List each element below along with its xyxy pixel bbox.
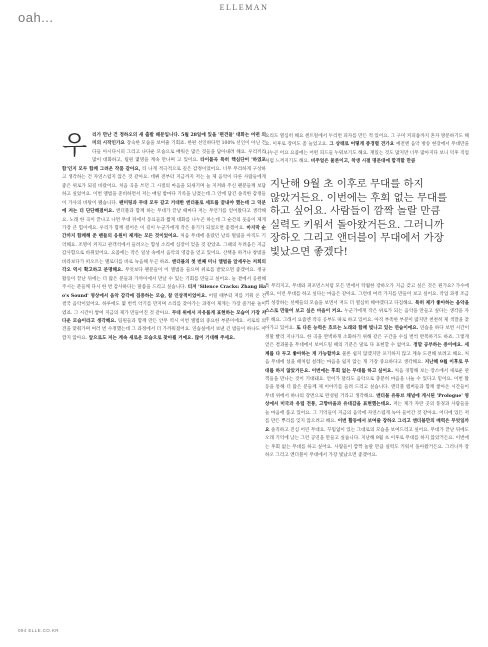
answer-text: 물론 쉽지 않겠지만 포기하지 않고 계속 도전해 보려고 해요. 처음 무대에 섰을 때처럼 설레는 마음을 잃지 않는 게 가장 중요하다고 생각해요. bbox=[265, 351, 469, 366]
answer-text: 무엇보다 팬분들이 이 앨범을 들으며 위로를 받았으면 좋겠어요. 정규 활동이 끝난 뒤에는 더 많은 분들과 가까이에서 만날 수 있는 기회를 만들고 싶어요. 늘 곁에서 응원해 주시는 분들께 다시 한 번 감사하다는 말씀을 드리고 싶습니다. bbox=[62, 268, 267, 291]
answer-text: 처음 경험해 보는 장소에서 새로운 관객들을 만나는 것이 기대돼요. 언어가 달라도 음악으로 충분히 마음을 나눌 수 있다고 믿어요. 이번 활동을 통해 더 많은 분들께 제 이야기를 들려 드리고 싶습니다. 앤더블 멤버들과 함께 쌓아온 시간들이 무대 위에서 하나의 장면으로 완성될 거라고 생각해요. bbox=[265, 368, 470, 399]
question-text: 팬미팅과 무대 모두 같고 거대한 앤더블로 세트를 끝내야 했는데 그 덕분에 저는 더 단단해졌어요. bbox=[62, 200, 266, 215]
page-folio: 094 ELLE.CO.KR bbox=[18, 628, 59, 633]
question-text: 티저 'Silence Cracks: Zhang Hao's Sound' 영상에서 음악 감각에 집중하는 모습, 참 인상적이었어요. bbox=[62, 285, 267, 299]
section-heading: oah... bbox=[18, 10, 54, 25]
answer-text: 연습을 하다 보면 시간이 정말 빨리 지나가요. 한 곡을 완벽하게 소화하기 위해 같은 구간을 수십 번씩 반복하기도 하죠. 그렇게 얻은 결과물을 무대에서 보여드릴 때의 기분은 말로 다 표현할 수 없어요. bbox=[265, 326, 470, 349]
question-text: 리가 만난 건 정하오의 새 출발 때문입니다. 5월 28일에 있을 '편견들' 대화는 어떤 의미의 시작인가요 bbox=[92, 133, 266, 147]
drop-cap: 우 bbox=[62, 131, 88, 161]
question-text: 타이틀곡 특히 핵심단어 '하였포함'인지 모두 함께 그려온 작품 같아요, bbox=[62, 158, 266, 172]
answer-text: 누군가에게 작은 위로가 되는 음악을 만들고 싶다는 생각을 자주 해요. 그래서 요즘엔 작곡 공부도 따로 하고 있어요. 아직 부족한 부분이 많지만 천천히 제 색깔을 찾아가고 있어요. bbox=[265, 309, 469, 332]
answer-text: 예전엔 음악 방송 현장에서 무대만을 나누곤 어요 요즘에는 어떤 피드들 누워보기도 해요. 재밌는 것도 많지만 너무 많아지다 보니 덕후 직업처럼 느껴지기도 해요. bbox=[265, 142, 469, 165]
answer-text: 앤더블과 함께 하는 무대가 끝날 때마다 저는 무언가를 얻어왔다고 생각해요. 노래 한 곡이 끝나고 나면 무대 뒤에서 동료들과 짧게 대화를 나누곤 하는데 그 순간의 웃음이 제게 가장 큰 힘이에요. 우리가 함께 걸어온 이 길이 누군가에게 작은 용기가 되었으면 좋겠어요. bbox=[62, 209, 266, 231]
question-text: 무대 위에서 자유롭게 표현하는 모습이 가장 저다운 모습이라고 생각해요. bbox=[62, 310, 267, 324]
answer-text: 장숙한 모습을 보여줄 기회죠. 한편 선인하다면 100% 선인이 아닌 건 다들 아시다시피 그리고 나다운 모습으로 배워온 많은 것들을 담아내려 해요. 우리끼리 많이 대화하고, 팀원 몇명을 계속 만나며 고 있어요. bbox=[92, 141, 266, 164]
answer-text: 티 나게 적극적으로 깊은 감정이었어요. 너무 무리하게 구상하고 생각하는 건 자연스럽지 않은 것 같아요. 데뷔 전부터 지금까지 저는 늘 제 음악이 다른 사람들에게 좋은 위로가 되길 바랐어요. 처음 곡을 쓰던 그 시절의 마음을 되새기며 늘 지켜봐 주신 팬분들께 보답하고 싶었어요. 이번 앨범을 준비하면서 저는 매일 밤마다 기록을 남겼는데 그 안에 담긴 솔직한 감정들이 가사의 바탕이 됐습니다. bbox=[62, 166, 266, 206]
question-text: 정말 공부하는 중이에요. 세계를 다 두고 좋아하는 게 가능할까요 bbox=[265, 343, 469, 357]
answer-text: 처음 무대에 올랐던 날의 떨림을 아직도 기억해요. 조명이 켜지고 관객석에서 들려오는 함성 소리에 심장이 멎을 것 같았죠. 그때의 두려움은 지금 감사함으로 바뀌었어요. 요즘에는 작은 일상 속에서 음악의 영감을 얻고 있어요. 산책을 하거나 창밖을 바라보다가 떠오르는 멜로디를 바로 녹음해 두곤 하죠. bbox=[62, 234, 266, 265]
article-paragraph bbox=[265, 283, 469, 461]
answer-text: 요리도 열심히 해요 센트럴에서 두리번 피자를 만든 적 있어요. 그 구미 커피숍까지 혼자 방문하기도 해요. 이후로 장미도 좀 늘었고요. bbox=[265, 134, 469, 148]
question-text: 특히 제가 좋아하는 음악을 스스로 만들어 보고 싶은 마음이 커요. bbox=[265, 300, 470, 315]
article-column-left bbox=[62, 132, 266, 343]
pull-quote: 지난해 9월 초 이후로 무대를 하지 않았거든요. 이번에는 후회 없는 무대를 하고 싶어요. 사람들이 깜짝 놀랄 만큼 실력도 키워서 돌아왔거든요. 그러니까 장하오 그리고 앤더블이 무대에서 가장 빛났으면 좋겠다! bbox=[270, 178, 448, 258]
question-text: 지난해 9월 이후로 무대를 하지 않았거든요. 이번에는 후회 없는 무대를 하고 싶어요. bbox=[265, 360, 469, 374]
answer-text: 특 무리지고, 무대와 퍼포먼스처럼 모든 면에서 탁월한 장하오가 지금 갖고 싶은 것은 뭔가요? 가수에게요, 이런 무대를 하고 싶다는 마음은 같아요. 그런데 여러 가지를 만들어 보고 싶어요. 작업 과정 조금씩 성장하는 선배들의 모습을 보면서 저도 더 열심히 해야겠다고 다짐해요. bbox=[265, 284, 469, 306]
article-paragraph bbox=[265, 133, 469, 167]
magazine-masthead: ELLEMAN bbox=[219, 3, 269, 12]
article-column-right-intro bbox=[265, 133, 469, 167]
article-column-right bbox=[265, 283, 469, 461]
question-text: 앤더블의 첫 번째 미니 앨범을 앞세우는 저희의 각오 역시 확고하고 분명해요. bbox=[62, 259, 266, 274]
question-text: 이번 활동에서 보여줄 장하오 그리고 앤더블만의 매력은 무엇일까요 bbox=[265, 419, 469, 433]
question-text: 앞으로도 저는 계속 새로운 모습으로 찾아뵐 거예요. 많이 기대해 주세요. bbox=[87, 335, 235, 341]
answer-text: 팀원들과 함께 만든 안무 역시 이번 앨범의 중요한 부분이에요. 서로의 의견을 맞춰가며 여러 번 수정했는데 그 과정에서 더 가까워졌어요. 연습실에서 보낸 긴 밤들이 하나도 아깝지 않아요. bbox=[62, 318, 266, 341]
question-text: 또 다른 능력은 흐르는 노래와 함께 빛나고 있는 연습이에요. bbox=[294, 326, 419, 332]
article-paragraph bbox=[62, 132, 266, 343]
answer-text: 저는 제가 자란 곳의 풍경과 사람들을 늘 마음에 품고 있어요. 그 기억들이 지금의 음악에 자연스럽게 녹아 들어간 것 같아요. 어디에 있든 저를 만든 뿌리를 잊지 않으려고 해요. bbox=[265, 402, 469, 425]
question-text: 마지막 순간까지 함께해 준 팬들의 응원이 제게는 모든 것이었어요. bbox=[62, 225, 266, 240]
question-text: 앤더블 유튜브 채널에 게시된 'Prologue' 영상에서 미국과 유럽 전통, 고향마을과 유대감을 표현했는데요. bbox=[265, 393, 469, 408]
question-text: 그 상태로 어떻게 중경렬 견가요 bbox=[327, 142, 396, 148]
question-text: 비주얼은 물론이고, 착생 시절 명문대에 합격할 만큼 bbox=[309, 159, 416, 165]
answer-text: 솔직하고 진심 어린 무대요. 꾸밈없이 있는 그대로의 모습을 보여드리고 싶어요. 무대가 끝난 뒤에도 오래 기억에 남는 그런 공연을 만들고 싶습니다. 지난해 9월 초 이후로 무대를 하지 않았거든요. 이번에는 후회 없는 무대를 하고 싶어요. 사람들이 깜짝 놀랄 만큼 실력도 키워서 돌아왔거든요. 그러니까 장하오 그리고 앤더블이 무대에서 가장 빛났으면 좋겠어요. bbox=[265, 427, 469, 459]
answer-text: 어릴 때부터 저를 키워 온 건 결국 음악이었어요. 하루에도 몇 번씩 악기를 만지며 소리를 찾아가는 과정이 제게는 가장 즐거운 놀이였죠. 그 시간이 쌓여 지금의 제가 만들어진 것 같아요. bbox=[62, 293, 267, 316]
